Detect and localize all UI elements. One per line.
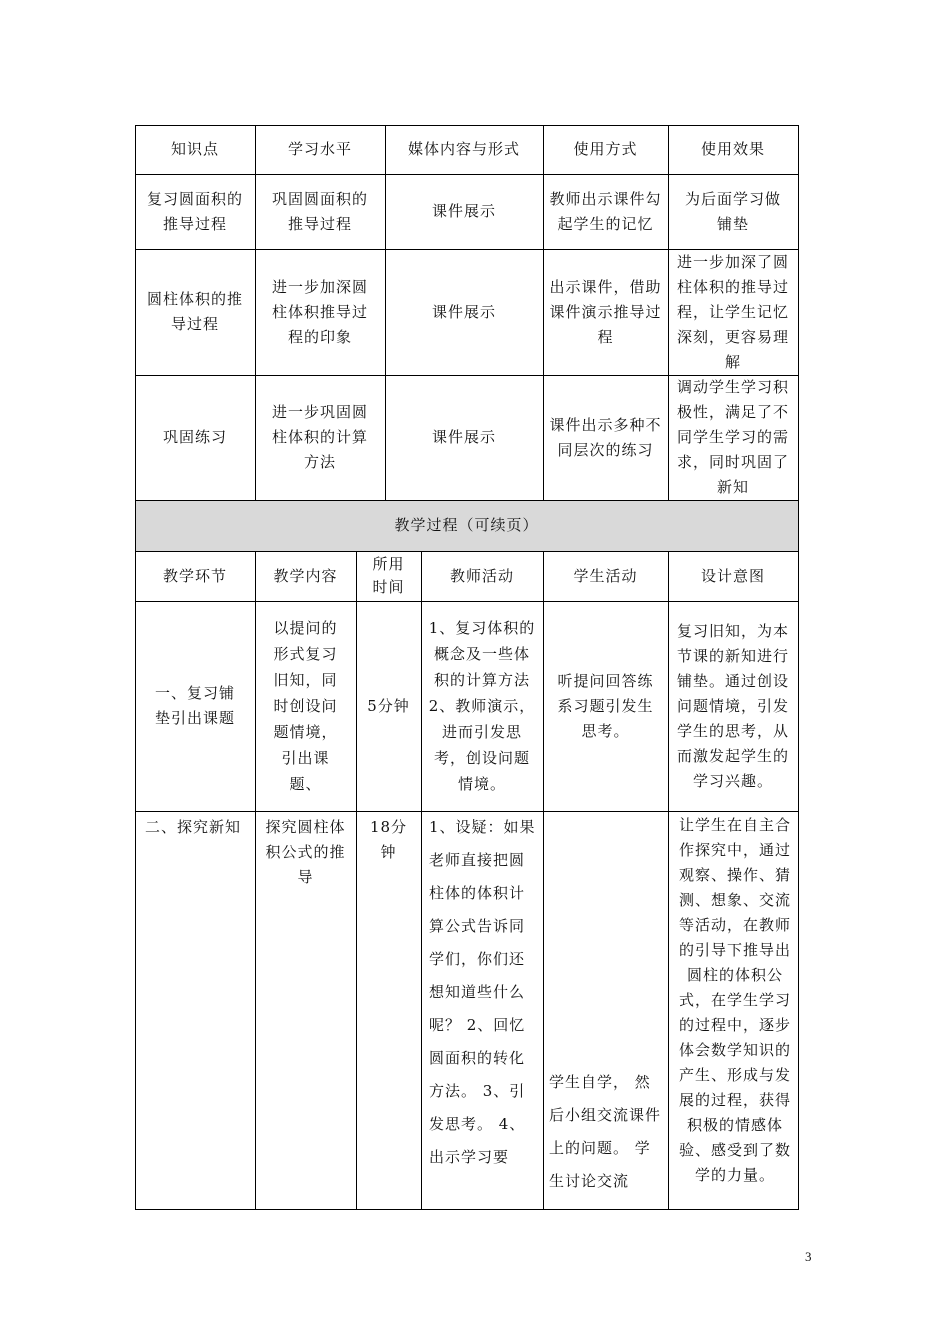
page-number: 3: [805, 1249, 812, 1264]
t1-header-media: 媒体内容与形式: [407, 140, 520, 158]
t2-r1-time: 5分钟: [367, 696, 410, 715]
rule-bottom: [135, 1209, 799, 1210]
t1-r3-media: 课件展示: [431, 428, 496, 446]
t1-r3-usage: 课件出示多种不同层次的练习: [549, 415, 662, 459]
rule: [135, 500, 799, 501]
rule-left: [135, 125, 136, 1210]
t1-r2-knowledge: 圆柱体积的推导过程: [146, 290, 243, 333]
t2-r1-content: 以提问的形式复习旧知，同时创设问题情境，引出课题、: [273, 619, 338, 793]
t2-r1-student: 听提问回答练系习题引发生思考。: [557, 671, 654, 740]
rule: [385, 125, 386, 500]
t1-r2-level: 进一步加深圆柱体积推导过程的印象: [271, 277, 368, 346]
rule: [255, 125, 256, 500]
t1-header-level: 学习水平: [287, 140, 352, 158]
rule: [135, 601, 799, 602]
rule: [668, 551, 669, 1210]
t2-r2-intent: 让学生在自主合作探究中，通过观察、操作、猜测、想象、交流等活动，在教师的引导下推导出圆柱的体积公式，在学生学习的过程中，逐步体会数学知识的产生、形成与发展的过程，获得积极的情感体验、感受到了数学的力量。: [678, 816, 791, 1184]
t1-r2-effect: 进一步加深了圆柱体积的推导过程，让学生记忆深刻，更容易理解: [676, 252, 789, 371]
section-title: 教学过程（可续页）: [394, 516, 539, 534]
t2-r1-stage: 一、复习铺垫引出课题: [154, 684, 235, 727]
t2-r1-teacher: 1、复习体积的概念及一些体积的计算方法 2、教师演示，进而引发思考，创设问题情境。: [428, 619, 536, 793]
t1-r1-effect: 为后面学习做铺垫: [684, 189, 781, 233]
t2-r2-stage: 二、探究新知: [145, 818, 242, 836]
t1-header-effect: 使用效果: [700, 140, 765, 158]
rule: [135, 551, 799, 552]
rule: [543, 551, 544, 1210]
rule-top: [135, 125, 799, 126]
t1-r1-usage: 教师出示课件勾起学生的记忆: [549, 189, 662, 233]
t2-header-teacher: 教师活动: [449, 566, 514, 585]
t2-header-stage: 教学环节: [162, 566, 227, 585]
t1-r3-level: 进一步巩固圆柱体积的计算方法: [271, 403, 368, 471]
t1-r1-media: 课件展示: [431, 202, 496, 220]
t2-header-content: 教学内容: [273, 566, 338, 585]
t1-r3-knowledge: 巩固练习: [162, 428, 227, 446]
rule: [255, 551, 256, 1210]
rule: [668, 125, 669, 500]
rule-right: [798, 125, 799, 1210]
t2-header-intent: 设计意图: [700, 566, 765, 585]
t1-r1-knowledge: 复习圆面积的推导过程: [146, 189, 243, 233]
t2-r2-teacher: 1、设疑：如果老师直接把圆柱体的体积计算公式告诉同学们，你们还想知道些什么呢？ 2、回忆圆面积的转化方法。 3、引发思考。 4、出示学习要: [429, 818, 536, 1166]
t1-header-knowledge: 知识点: [170, 140, 219, 158]
t2-header-time: 所用时间: [372, 555, 405, 596]
rule: [356, 551, 357, 1210]
rule: [135, 375, 799, 376]
t1-r3-effect: 调动学生学习积极性，满足了不同学生学习的需求，同时巩固了新知: [676, 378, 789, 496]
rule: [543, 125, 544, 500]
t2-r2-student: 学生自学， 然后小组交流课件上的问题。 学生讨论交流: [549, 1073, 662, 1190]
rule: [135, 249, 799, 250]
t2-r2-time: 18分钟: [369, 818, 408, 861]
t2-r2-content: 探究圆柱体积公式的推导: [265, 818, 346, 886]
t2-header-student: 学生活动: [573, 566, 638, 585]
t1-r1-level: 巩固圆面积的推导过程: [271, 189, 368, 233]
t1-header-usage: 使用方式: [573, 140, 638, 158]
t1-r2-media: 课件展示: [431, 302, 496, 321]
rule: [135, 811, 799, 812]
t2-r1-intent: 复习旧知，为本节课的新知进行铺垫。通过创设问题情境，引发学生的思考，从而激发起学生的学习兴趣。: [676, 621, 789, 790]
rule: [135, 174, 799, 175]
rule: [421, 551, 422, 1210]
t1-r2-usage: 出示课件，借助课件演示推导过程: [549, 277, 662, 346]
